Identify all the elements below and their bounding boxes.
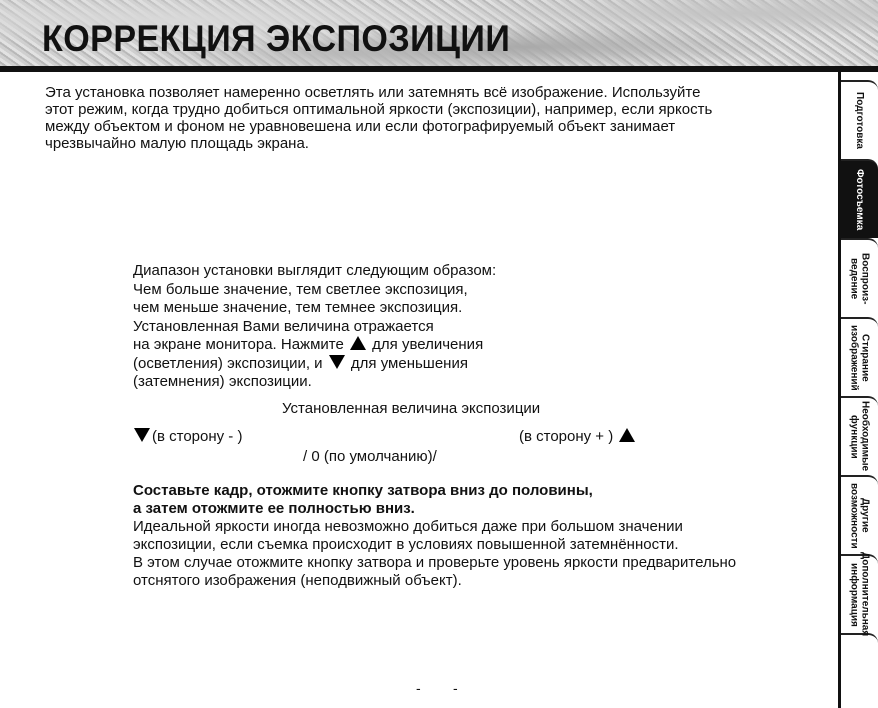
tab-additional-info[interactable] <box>841 552 878 637</box>
range-text: на экране монитора. Нажмите <box>133 336 344 353</box>
tab-other-features[interactable] <box>841 475 878 554</box>
tab-label: Стирание изображений <box>848 324 871 391</box>
intro-paragraph <box>45 84 825 152</box>
range-line: чем меньше значение, тем темнее экспозиция. <box>133 299 463 316</box>
range-line <box>133 336 496 355</box>
tab-label: Воспроиз- ведение <box>848 252 871 305</box>
range-text: (осветления) экспозиции, и <box>133 354 323 372</box>
section-tabs <box>841 80 878 645</box>
step-block <box>133 482 736 590</box>
step-text: экспозиции, если съемка происходит в условиях повышенной затемнённости. <box>133 536 679 553</box>
range-line: Чем больше значение, тем светлее экспозиция, <box>133 280 468 298</box>
range-line: (затемнения) экспозиции. <box>133 373 312 390</box>
scale-label: Установленная величина экспозиции <box>282 400 541 417</box>
scale-plus-label: (в сторону + ) <box>519 428 614 445</box>
scale-default: / 0 (по умолчанию)/ <box>303 448 437 465</box>
range-line <box>133 355 496 374</box>
intro-line: этот режим, когда трудно добиться оптимальной яркости (экспозиции), например, если яркость <box>45 101 713 118</box>
tab-shooting[interactable] <box>841 159 878 238</box>
tab-essential-functions[interactable] <box>841 396 878 475</box>
header-banner <box>0 0 878 67</box>
page-mark: - <box>453 680 458 696</box>
tab-label: Фотосъемка <box>854 168 865 231</box>
down-arrow-icon <box>134 428 150 442</box>
page-mark: - <box>416 680 421 696</box>
step-heading: Составьте кадр, отожмите кнопку затвора вниз до половины, <box>133 482 593 499</box>
page-title: КОРРЕКЦИЯ ЭКСПОЗИЦИИ <box>42 18 511 59</box>
intro-line: Эта установка позволяет намеренно осветлять или затемнять всё изображение. Используйте <box>45 84 701 101</box>
intro-line: чрезвычайно малую площадь экрана. <box>45 135 309 152</box>
range-description <box>133 262 496 392</box>
tab-playback[interactable] <box>841 238 878 317</box>
step-text: В этом случае отожмите кнопку затвора и проверьте уровень яркости предварительно <box>133 554 737 571</box>
tab-erasing[interactable] <box>841 317 878 396</box>
step-text: Идеальной яркости иногда невозможно добиться даже при большом значении <box>133 518 683 535</box>
scale-plus <box>519 428 637 445</box>
tab-label: Другие возможности <box>848 482 871 549</box>
scale-minus <box>132 428 242 445</box>
intro-line: между объектом и фоном не уравновешена или если фотографируемый объект занимает <box>45 118 676 135</box>
scale-minus-label: (в сторону - ) <box>152 428 243 445</box>
tab-preparation[interactable] <box>841 80 878 159</box>
range-text: для уменьшения <box>350 354 468 372</box>
step-heading: а затем отожмите ее полностью вниз. <box>133 500 415 517</box>
range-text: для увеличения <box>372 336 484 353</box>
range-line: Диапазон установки выглядит следующим образом: <box>133 262 497 279</box>
tab-label: Дополнительная информация <box>848 552 871 637</box>
range-line: Установленная Вами величина отражается <box>133 317 434 335</box>
step-text: отснятого изображения (неподвижный объект). <box>133 572 462 589</box>
up-arrow-icon <box>619 428 635 442</box>
tab-label: Необходимые функции <box>848 401 871 472</box>
tab-label: Подготовка <box>854 92 865 149</box>
header-rule <box>0 66 878 72</box>
down-arrow-icon <box>329 355 345 369</box>
up-arrow-icon <box>350 336 366 350</box>
